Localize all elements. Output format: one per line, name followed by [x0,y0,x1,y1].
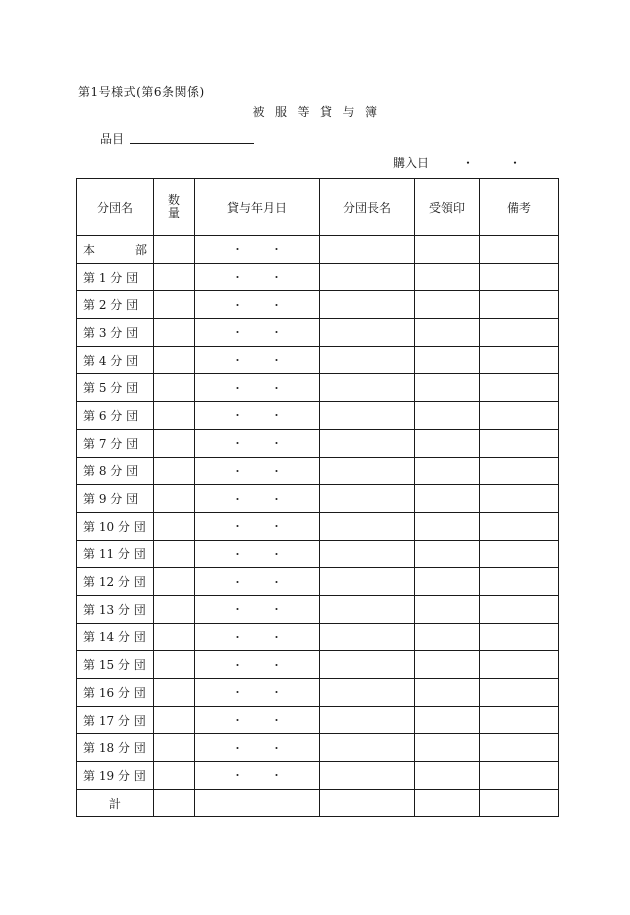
quantity-cell[interactable] [154,679,195,707]
receipt-seal-cell[interactable] [415,457,480,485]
date-separator: ・ [232,603,243,617]
lend-date-cell[interactable] [195,457,320,485]
receipt-seal-cell[interactable] [415,374,480,402]
leader-name-cell[interactable] [320,429,415,457]
quantity-cell[interactable] [154,706,195,734]
branch-name-cell: 第 7 分 団 [77,429,154,457]
leader-name-cell[interactable] [320,236,415,264]
branch-name-cell: 第 10 分 団 [77,512,154,540]
date-separator: ・ [232,354,243,368]
quantity-cell[interactable] [154,568,195,596]
table-row [77,540,559,568]
table-row [77,706,559,734]
date-separator: ・ [271,298,282,312]
leader-name-cell[interactable] [320,595,415,623]
table-row [77,651,559,679]
lend-date-cell[interactable] [195,263,320,291]
leader-name-cell[interactable] [320,651,415,679]
date-separator: ・ [271,492,282,506]
leader-name-cell[interactable] [320,789,415,817]
lend-date-cell[interactable] [195,374,320,402]
remarks-cell[interactable] [480,346,559,374]
receipt-seal-cell[interactable] [415,762,480,790]
lend-date-cell[interactable] [195,236,320,264]
date-separator: ・ [271,658,282,672]
title-char: 簿 [365,105,378,119]
receipt-seal-cell[interactable] [415,512,480,540]
remarks-cell[interactable] [480,236,559,264]
remarks-cell[interactable] [480,595,559,623]
col-remarks: 備考 [480,179,559,236]
date-separator: ・ [232,271,243,285]
date-separator: ・ [271,409,282,423]
receipt-seal-cell[interactable] [415,346,480,374]
receipt-seal-cell[interactable] [415,679,480,707]
lend-date-cell[interactable] [195,623,320,651]
leader-name-cell[interactable] [320,540,415,568]
quantity-cell[interactable] [154,512,195,540]
remarks-cell[interactable] [480,789,559,817]
table-row [77,291,559,319]
branch-name-cell [77,236,154,264]
lend-date-cell[interactable] [195,706,320,734]
remarks-cell[interactable] [480,512,559,540]
table-row [77,346,559,374]
branch-name-cell: 第 16 分 団 [77,679,154,707]
purchase-date-separator: ・ [462,156,475,170]
title-char: 服 [274,105,288,119]
quantity-cell[interactable] [154,485,195,513]
date-separator: ・ [232,520,243,534]
date-separator: ・ [271,520,282,534]
branch-name-cell: 第 13 分 団 [77,595,154,623]
table-row [77,568,559,596]
receipt-seal-cell[interactable] [415,291,480,319]
quantity-cell[interactable] [154,263,195,291]
lend-date-cell[interactable] [195,485,320,513]
branch-name-cell: 第 1 分 団 [77,263,154,291]
date-separator: ・ [232,741,243,755]
date-separator: ・ [232,658,243,672]
branch-name-cell: 第 14 分 団 [77,623,154,651]
remarks-cell[interactable] [480,374,559,402]
quantity-cell[interactable] [154,236,195,264]
remarks-cell[interactable] [480,319,559,347]
leader-name-cell[interactable] [320,679,415,707]
quantity-cell[interactable] [154,402,195,430]
branch-name-cell: 第 5 分 団 [77,374,154,402]
leader-name-cell[interactable] [320,623,415,651]
col-receipt-seal: 受領印 [415,179,480,236]
remarks-cell[interactable] [480,706,559,734]
table-row [77,595,559,623]
receipt-seal-cell[interactable] [415,236,480,264]
quantity-cell[interactable] [154,623,195,651]
table-row [77,374,559,402]
date-separator: ・ [271,714,282,728]
date-separator: ・ [232,492,243,506]
lending-ledger-table [76,178,559,817]
receipt-seal-cell[interactable] [415,595,480,623]
date-separator: ・ [271,741,282,755]
date-separator: ・ [232,547,243,561]
lend-date-cell[interactable] [195,540,320,568]
col-quantity-top: 数 [167,193,180,207]
remarks-cell[interactable] [480,540,559,568]
date-separator: ・ [271,381,282,395]
quantity-cell[interactable] [154,319,195,347]
col-lend-date: 貸与年月日 [195,179,320,236]
remarks-cell[interactable] [480,291,559,319]
date-separator: ・ [232,464,243,478]
col-quantity-bottom: 量 [167,206,180,220]
leader-name-cell[interactable] [320,568,415,596]
lend-date-cell[interactable] [195,595,320,623]
remarks-cell[interactable] [480,263,559,291]
title-char: 被 [252,105,265,119]
lend-date-cell[interactable] [195,679,320,707]
table-row [77,457,559,485]
date-separator: ・ [271,437,282,451]
branch-name-cell: 第 8 分 団 [77,457,154,485]
leader-name-cell[interactable] [320,762,415,790]
lend-date-cell[interactable] [195,651,320,679]
branch-name-cell: 第 6 分 団 [77,402,154,430]
title-char: 与 [342,105,356,119]
col-branch-name: 分団名 [77,179,154,236]
branch-name-cell: 第 9 分 団 [77,485,154,513]
col-quantity [154,179,195,236]
lend-date-cell[interactable] [195,568,320,596]
table-row [77,734,559,762]
quantity-cell[interactable] [154,651,195,679]
leader-name-cell[interactable] [320,512,415,540]
table-header-row [77,179,559,236]
lend-date-cell[interactable] [195,291,320,319]
receipt-seal-cell[interactable] [415,734,480,762]
table-row [77,402,559,430]
date-separator: ・ [271,326,282,340]
remarks-cell[interactable] [480,485,559,513]
receipt-seal-cell[interactable] [415,706,480,734]
branch-name-cell: 第 3 分 団 [77,319,154,347]
quantity-cell[interactable] [154,734,195,762]
table-row [77,512,559,540]
date-separator: ・ [232,381,243,395]
quantity-cell[interactable] [154,457,195,485]
date-separator: ・ [271,769,282,783]
remarks-cell[interactable] [480,457,559,485]
table-row-headquarters [77,236,559,264]
date-separator: ・ [271,464,282,478]
lend-date-cell[interactable] [195,402,320,430]
leader-name-cell[interactable] [320,319,415,347]
date-separator: ・ [271,603,282,617]
date-separator: ・ [271,630,282,644]
quantity-cell[interactable] [154,346,195,374]
quantity-cell[interactable] [154,540,195,568]
date-separator: ・ [232,243,243,257]
hq-char: 本 [83,242,96,257]
quantity-cell[interactable] [154,595,195,623]
receipt-seal-cell[interactable] [415,540,480,568]
leader-name-cell[interactable] [320,485,415,513]
date-separator: ・ [232,298,243,312]
leader-name-cell[interactable] [320,263,415,291]
date-separator: ・ [232,575,243,589]
remarks-cell[interactable] [480,429,559,457]
purchase-date-label: 購入日 [393,156,430,170]
date-separator: ・ [232,769,243,783]
title-char: 等 [297,105,310,119]
title-char: 貸 [320,105,333,119]
date-separator: ・ [232,409,243,423]
branch-name-cell: 第 2 分 団 [77,291,154,319]
remarks-cell[interactable] [480,734,559,762]
lend-date-cell[interactable] [195,789,320,817]
remarks-cell[interactable] [480,651,559,679]
table-row [77,485,559,513]
branch-name-cell: 第 18 分 団 [77,734,154,762]
date-separator: ・ [271,575,282,589]
date-separator: ・ [271,354,282,368]
item-label: 品目 [100,132,125,146]
date-separator: ・ [232,686,243,700]
receipt-seal-cell[interactable] [415,651,480,679]
table-row [77,679,559,707]
quantity-cell[interactable] [154,291,195,319]
quantity-cell[interactable] [154,374,195,402]
total-label: 計 [77,789,154,817]
remarks-cell[interactable] [480,623,559,651]
table-row-total [77,789,559,817]
branch-name-cell: 第 11 分 団 [77,540,154,568]
lend-date-cell[interactable] [195,319,320,347]
date-separator: ・ [271,547,282,561]
branch-name-cell: 第 17 分 団 [77,706,154,734]
table-row [77,263,559,291]
leader-name-cell[interactable] [320,346,415,374]
purchase-date-separator: ・ [509,156,522,170]
leader-name-cell[interactable] [320,457,415,485]
date-separator: ・ [271,686,282,700]
leader-name-cell[interactable] [320,291,415,319]
quantity-cell[interactable] [154,762,195,790]
remarks-cell[interactable] [480,679,559,707]
remarks-cell[interactable] [480,402,559,430]
table-row [77,762,559,790]
leader-name-cell[interactable] [320,374,415,402]
date-separator: ・ [271,271,282,285]
document-title [0,103,630,120]
quantity-cell[interactable] [154,429,195,457]
item-underline [130,143,254,144]
date-separator: ・ [232,437,243,451]
receipt-seal-cell[interactable] [415,429,480,457]
leader-name-cell[interactable] [320,706,415,734]
date-separator: ・ [271,243,282,257]
receipt-seal-cell[interactable] [415,402,480,430]
receipt-seal-cell[interactable] [415,485,480,513]
receipt-seal-cell[interactable] [415,263,480,291]
leader-name-cell[interactable] [320,734,415,762]
table-row [77,429,559,457]
lend-date-cell[interactable] [195,346,320,374]
branch-name-cell: 第 12 分 団 [77,568,154,596]
date-separator: ・ [232,714,243,728]
remarks-cell[interactable] [480,568,559,596]
table-row [77,623,559,651]
lend-date-cell[interactable] [195,512,320,540]
table-row [77,319,559,347]
branch-name-cell: 第 19 分 団 [77,762,154,790]
branch-name-cell: 第 15 分 団 [77,651,154,679]
date-separator: ・ [232,326,243,340]
receipt-seal-cell[interactable] [415,319,480,347]
remarks-cell[interactable] [480,762,559,790]
lend-date-cell[interactable] [195,762,320,790]
lend-date-cell[interactable] [195,734,320,762]
date-separator: ・ [232,630,243,644]
hq-char: 部 [134,242,147,257]
receipt-seal-cell[interactable] [415,568,480,596]
form-number: 第1号様式(第6条関係) [78,85,205,99]
branch-name-cell: 第 4 分 団 [77,346,154,374]
quantity-total-cell[interactable] [154,789,195,817]
col-leader-name: 分団長名 [320,179,415,236]
leader-name-cell[interactable] [320,402,415,430]
receipt-seal-cell[interactable] [415,623,480,651]
lend-date-cell[interactable] [195,429,320,457]
receipt-seal-cell[interactable] [415,789,480,817]
